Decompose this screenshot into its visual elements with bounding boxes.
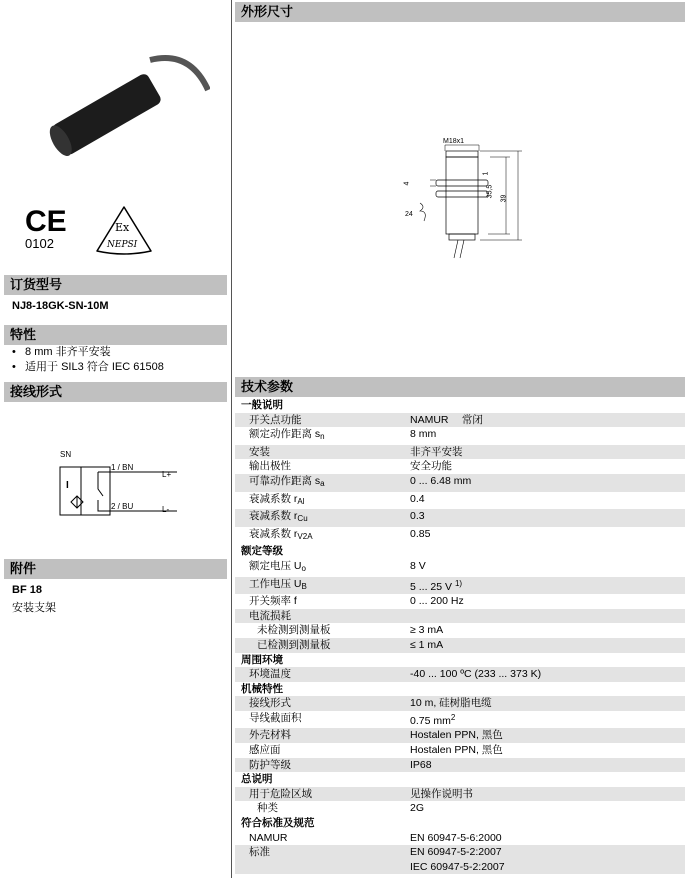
row-label: 用于危险区域 bbox=[249, 787, 312, 800]
order-code: NJ8-18GK-SN-10M bbox=[12, 300, 109, 312]
row-label: 周围环境 bbox=[241, 653, 283, 666]
row-value: 5 ... 25 V $^{1)}$ bbox=[410, 578, 463, 593]
section-row bbox=[235, 682, 685, 697]
section-row bbox=[235, 816, 685, 831]
column-divider bbox=[231, 0, 232, 878]
table-row bbox=[235, 509, 685, 527]
table-row bbox=[235, 577, 685, 595]
table-row bbox=[235, 638, 685, 653]
tech-data-header: 技术参数 bbox=[235, 377, 685, 397]
row-label: 标准 bbox=[249, 846, 270, 859]
row-value: 8 V bbox=[410, 559, 426, 572]
table-row bbox=[235, 801, 685, 816]
table-row bbox=[235, 667, 685, 682]
table-row bbox=[235, 743, 685, 758]
table-row bbox=[235, 758, 685, 773]
accessories-header: 附件 bbox=[4, 559, 227, 579]
wiring-header: 接线形式 bbox=[4, 382, 227, 402]
dimensions-header: 外形尺寸 bbox=[235, 2, 685, 22]
table-row bbox=[235, 474, 685, 492]
dimension-drawing bbox=[400, 135, 530, 265]
features-header: 特性 bbox=[4, 325, 227, 345]
product-photo bbox=[30, 40, 210, 160]
table-row bbox=[235, 696, 685, 711]
ex-nepsi-logo bbox=[95, 205, 153, 255]
lplus-label: L+ bbox=[162, 470, 172, 479]
row-label: NAMUR bbox=[249, 831, 288, 844]
row-value: EN 60947-5-6:2000 bbox=[410, 831, 502, 844]
svg-text:I: I bbox=[66, 480, 69, 491]
row-value: 0.4 bbox=[410, 492, 425, 505]
dim-wrench: 24 bbox=[405, 211, 413, 218]
row-label: 已检测到测量板 bbox=[257, 638, 331, 651]
row-label: 开关点功能 bbox=[249, 413, 302, 426]
accessory-code[interactable]: BF 18 bbox=[12, 584, 42, 596]
section-row bbox=[235, 772, 685, 787]
row-label: 开关频率 f bbox=[249, 595, 297, 608]
row-label: 环境温度 bbox=[249, 668, 291, 681]
table-row bbox=[235, 787, 685, 802]
row-value: 0.85 bbox=[410, 527, 431, 540]
row-value: ≤ 1 mA bbox=[410, 638, 444, 651]
features-list bbox=[12, 345, 164, 375]
row-value: 2G bbox=[410, 802, 425, 815]
lminus-label: L- bbox=[162, 505, 170, 514]
row-value: IP68 bbox=[410, 758, 432, 771]
svg-text:NEPSI: NEPSI bbox=[107, 240, 138, 250]
row-value: 10 m, 硅树脂电缆 bbox=[410, 697, 492, 710]
ce-number: 0102 bbox=[25, 236, 54, 251]
dim-4: 4 bbox=[403, 181, 411, 186]
section-row bbox=[235, 653, 685, 668]
row-label: 接线形式 bbox=[249, 697, 291, 710]
dim-39: 39 bbox=[500, 194, 508, 203]
table-row bbox=[235, 594, 685, 609]
row-label: 衰减系数 $r_{Cu}$ bbox=[249, 510, 308, 524]
table-row bbox=[235, 459, 685, 474]
row-value: 见操作说明书 bbox=[410, 787, 473, 800]
tech-data-table bbox=[235, 398, 685, 874]
row-label: 额定电压 $U_o$ bbox=[249, 559, 306, 573]
table-row bbox=[235, 559, 685, 577]
row-label: 种类 bbox=[257, 802, 278, 815]
row-label: 电流损耗 bbox=[249, 609, 291, 622]
row-value: Hostalen PPN, 黑色 bbox=[410, 744, 503, 757]
row-value: 8 mm bbox=[410, 428, 437, 441]
section-row bbox=[235, 544, 685, 559]
ce-mark: CE bbox=[25, 205, 67, 238]
row-value: 0 ... 200 Hz bbox=[410, 595, 464, 608]
table-row bbox=[235, 623, 685, 638]
table-row bbox=[235, 445, 685, 460]
row-label: 可靠动作距离 $s_a$ bbox=[249, 474, 325, 488]
feature-item: • 适用于 SIL3 符合 IEC 61508 bbox=[12, 361, 164, 373]
dim-35-5: 35,5 bbox=[486, 184, 494, 199]
table-row bbox=[235, 413, 685, 428]
table-row bbox=[235, 728, 685, 743]
row-label: 安装 bbox=[249, 445, 270, 458]
wiring-label: SN bbox=[60, 450, 72, 459]
row-label: 额定等级 bbox=[241, 545, 283, 558]
pin1-label: 1 / BN bbox=[111, 463, 134, 472]
row-value: 安全功能 bbox=[410, 460, 452, 473]
row-value: EN 60947-5-2:2007 IEC 60947-5-2:2007 bbox=[410, 846, 505, 873]
row-label: 总说明 bbox=[241, 773, 273, 786]
table-row bbox=[235, 609, 685, 624]
row-value: 0 ... 6.48 mm bbox=[410, 474, 472, 487]
row-value: ≥ 3 mA bbox=[410, 624, 444, 637]
table-row bbox=[235, 492, 685, 510]
table-row bbox=[235, 427, 685, 445]
row-value: 0.3 bbox=[410, 510, 425, 523]
row-label: 额定动作距离 $s_n$ bbox=[249, 428, 325, 442]
row-value bbox=[410, 609, 685, 624]
dim-thread: M18x1 bbox=[443, 138, 465, 145]
dim-1: 1 bbox=[482, 171, 490, 176]
row-label: 外壳材料 bbox=[249, 729, 291, 742]
row-label: 输出极性 bbox=[249, 460, 291, 473]
row-label: 一般说明 bbox=[241, 399, 283, 411]
pin2-label: 2 / BU bbox=[111, 502, 134, 511]
section-row bbox=[235, 398, 685, 413]
table-row bbox=[235, 527, 685, 545]
row-label: 未检测到测量板 bbox=[257, 624, 331, 637]
row-label: 工作电压 $U_B$ bbox=[249, 577, 307, 591]
row-label: 机械特性 bbox=[241, 682, 283, 695]
accessory-desc: 安装支架 bbox=[12, 602, 56, 614]
row-label: 导线截面积 bbox=[249, 711, 302, 724]
row-label: 衰减系数 $r_{Al}$ bbox=[249, 492, 305, 506]
row-value: 0.75 $mm^2$ bbox=[410, 712, 456, 727]
table-row bbox=[235, 711, 685, 729]
row-value: 非齐平安装 bbox=[410, 445, 463, 458]
feature-item: • 8 mm 非齐平安装 bbox=[12, 346, 111, 358]
row-value: Hostalen PPN, 黑色 bbox=[410, 729, 503, 742]
row-value: -40 ... 100 ºC (233 ... 373 K) bbox=[410, 668, 542, 681]
row-value: NAMUR 常闭 bbox=[410, 413, 483, 426]
table-row bbox=[235, 845, 685, 874]
svg-text:Ex: Ex bbox=[115, 221, 130, 234]
table-row bbox=[235, 831, 685, 846]
row-label: 防护等级 bbox=[249, 758, 291, 771]
row-label: 衰减系数 $r_{V2A}$ bbox=[249, 527, 313, 541]
row-label: 感应面 bbox=[249, 744, 281, 757]
row-label: 符合标准及规范 bbox=[241, 817, 315, 830]
order-code-header: 订货型号 bbox=[4, 275, 227, 295]
